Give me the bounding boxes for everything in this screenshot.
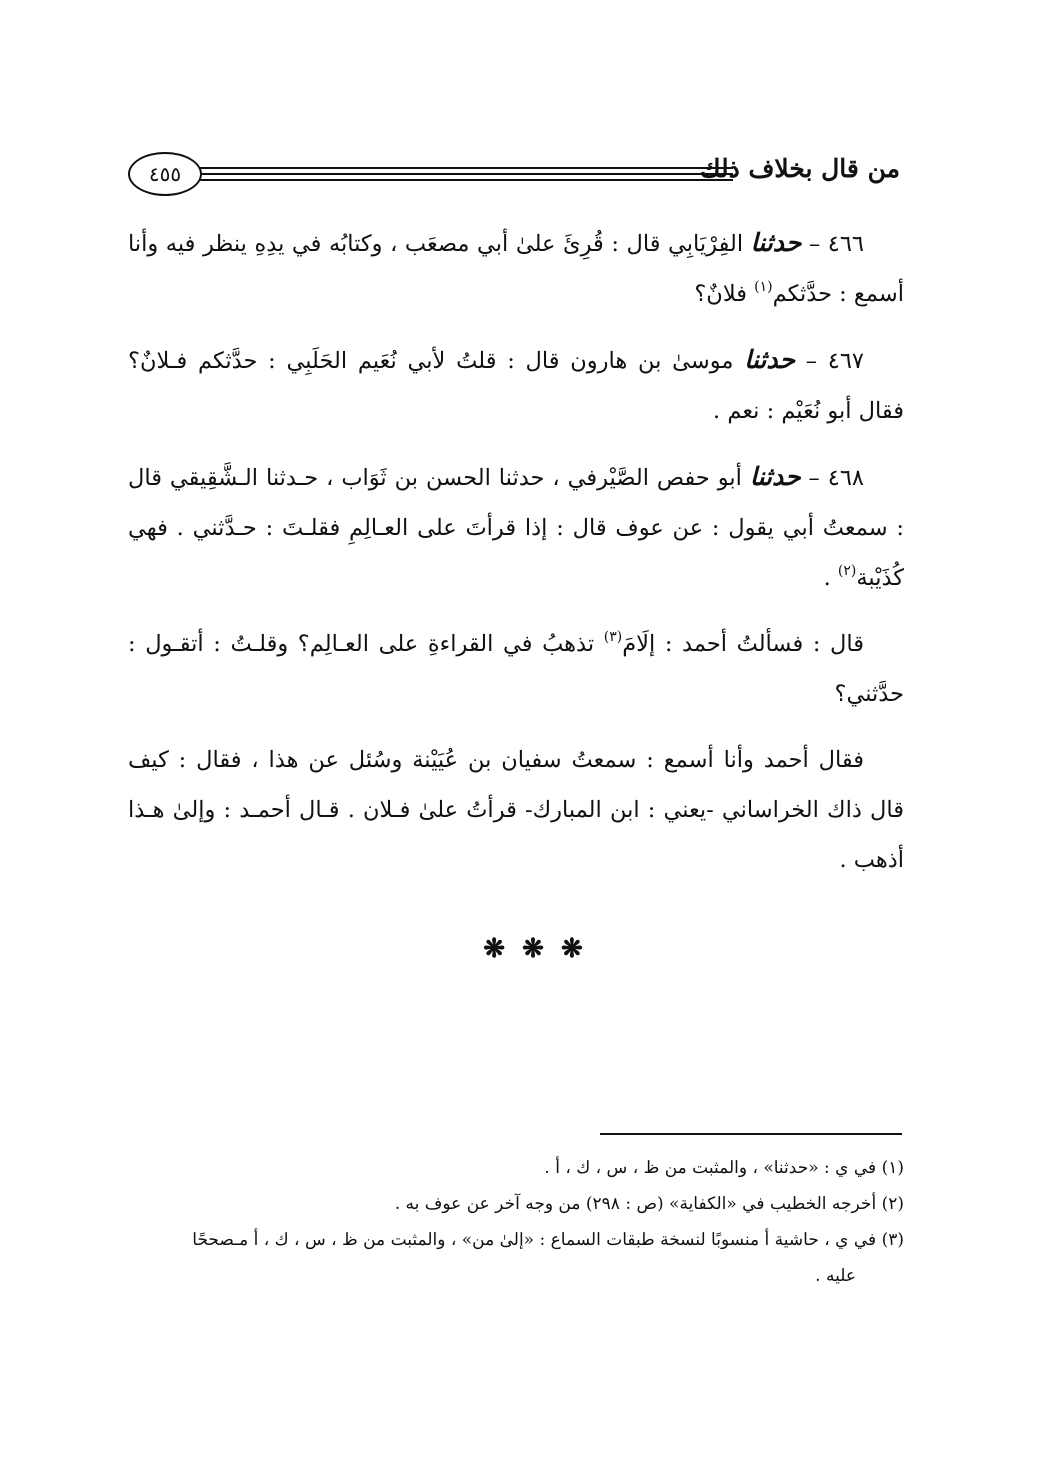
footnote-number: (٣) [881,1230,904,1250]
hadith-number: ٤٦٧ [827,348,865,374]
footnote-number: (٢) [881,1194,904,1214]
paragraph-text-end: تذهبُ في القراءةِ على العـالِم؟ وقلـتُ : أتقـول : حدَّثني؟ [128,631,904,707]
hadith-text-end: فلانٌ؟ [694,281,748,307]
paragraph-text: فقال أحمد وأنا أسمع : سمعتُ سفيان بن عُيَيْنة وسُئل عن هذا ، فقال : كيف قال ذاك الخراساني -يعني : ابن المبارك- قرأتُ علىٰ فـلان . قـال أحمـد : وإلىٰ هـذا أذهب . [128,747,904,873]
hadith-text: الفِرْيَابِي قال : قُرِئَ علىٰ أبي مصعَب ، وكتابُه في يدِهِ ينظر فيه وأنا أسمع : حدَّثكم [128,231,904,307]
footnote-marker[interactable]: (١) [754,279,773,295]
footnote-2 [128,1186,904,1222]
haddathana-keyword: حدثنا [750,228,802,257]
page-header [128,150,900,208]
continuation-paragraph [128,619,904,719]
haddathana-keyword: حدثنا [749,462,801,491]
hadith-number: ٤٦٦ [827,231,865,257]
header-rule [200,173,733,175]
header-rule [200,167,733,169]
hadith-paragraph-467: ٤٦٧ – حدثنا موسىٰ بن هارون قال : قلتُ لأبي نُعَيم الحَلَبِي : حدَّثكم فـلانٌ؟ فقال أبو نُعَيْم : نعم . [128,345,904,424]
hadith-paragraph-466: ٤٦٦ – حدثنا الفِرْيَابِي قال : قُرِئَ علىٰ أبي مصعَب ، وكتابُه في يدِهِ ينظر فيه وأنا أسمع : حدَّثكم$^{(١)}$ فلانٌ؟ [128,228,904,307]
hadith-paragraph-468: ٤٦٨ – حدثنا أبو حفص الصَّيْرفي ، حدثنا الحسن بن ثَوَاب ، حـدثنا الـشَّقِيقي قال : سمعتُ أبي يقول : عن عوف قال : إذا قرأتَ على العـالِمِ فقلـتَ : حـدَّثني . فهي كُذَيْبة$^{(٢)}$ . [128,462,904,591]
haddathana-keyword: حدثنا [744,345,795,374]
section-separator: ❋ ❋ ❋ [483,934,587,964]
main-text [128,218,904,901]
hadith-text: موسىٰ بن هارون قال : قلتُ لأبي نُعَيم الحَلَبِي : حدَّثكم فـلانٌ؟ فقال أبو نُعَيْم : نعم . [128,348,904,424]
chapter-title: من قال بخلاف ذلك [699,154,900,183]
footnote-number: (١) [881,1158,904,1178]
footnote-3 [128,1222,904,1294]
footnote-text: أخرجه الخطيب في «الكفاية» (ص : ٢٩٨) من وجه آخر عن عوف به . [394,1194,877,1214]
footnote-1 [128,1150,904,1186]
hadith-text: أبو حفص الصَّيْرفي ، حدثنا الحسن بن ثَوَاب ، حـدثنا الـشَّقِيقي قال : سمعتُ أبي يقول : عن عوف قال : إذا قرأتَ على العـالِمِ فقلـتَ : حـدَّثني . فهي كُذَيْبة [128,465,904,591]
header-rule [200,179,733,181]
footnotes [128,1150,904,1294]
hadith-number: ٤٦٨ [827,465,864,491]
footnote-text: في ي ، حاشية أ منسوبًا لنسخة طبقات السماع : «إلىٰ من» ، والمثبت من ظ ، س ، ك ، أ مـصححًا [192,1230,877,1250]
footnote-rule [600,1133,902,1135]
page-number: ٤٥٥ [128,152,202,196]
footnote-marker[interactable]: (٣) [603,629,623,645]
hadith-text-end: . [823,565,831,591]
paragraph-text: قال : فسألتُ أحمد : إلَامَ [622,631,864,657]
footnote-marker[interactable]: (٢) [837,563,857,579]
continuation-paragraph [128,735,904,885]
footnote-text: في ي : «حدثنا» ، والمثبت من ظ ، س ، ك ، أ . [544,1158,877,1178]
footnote-text-continuation: عليه . [815,1266,856,1286]
